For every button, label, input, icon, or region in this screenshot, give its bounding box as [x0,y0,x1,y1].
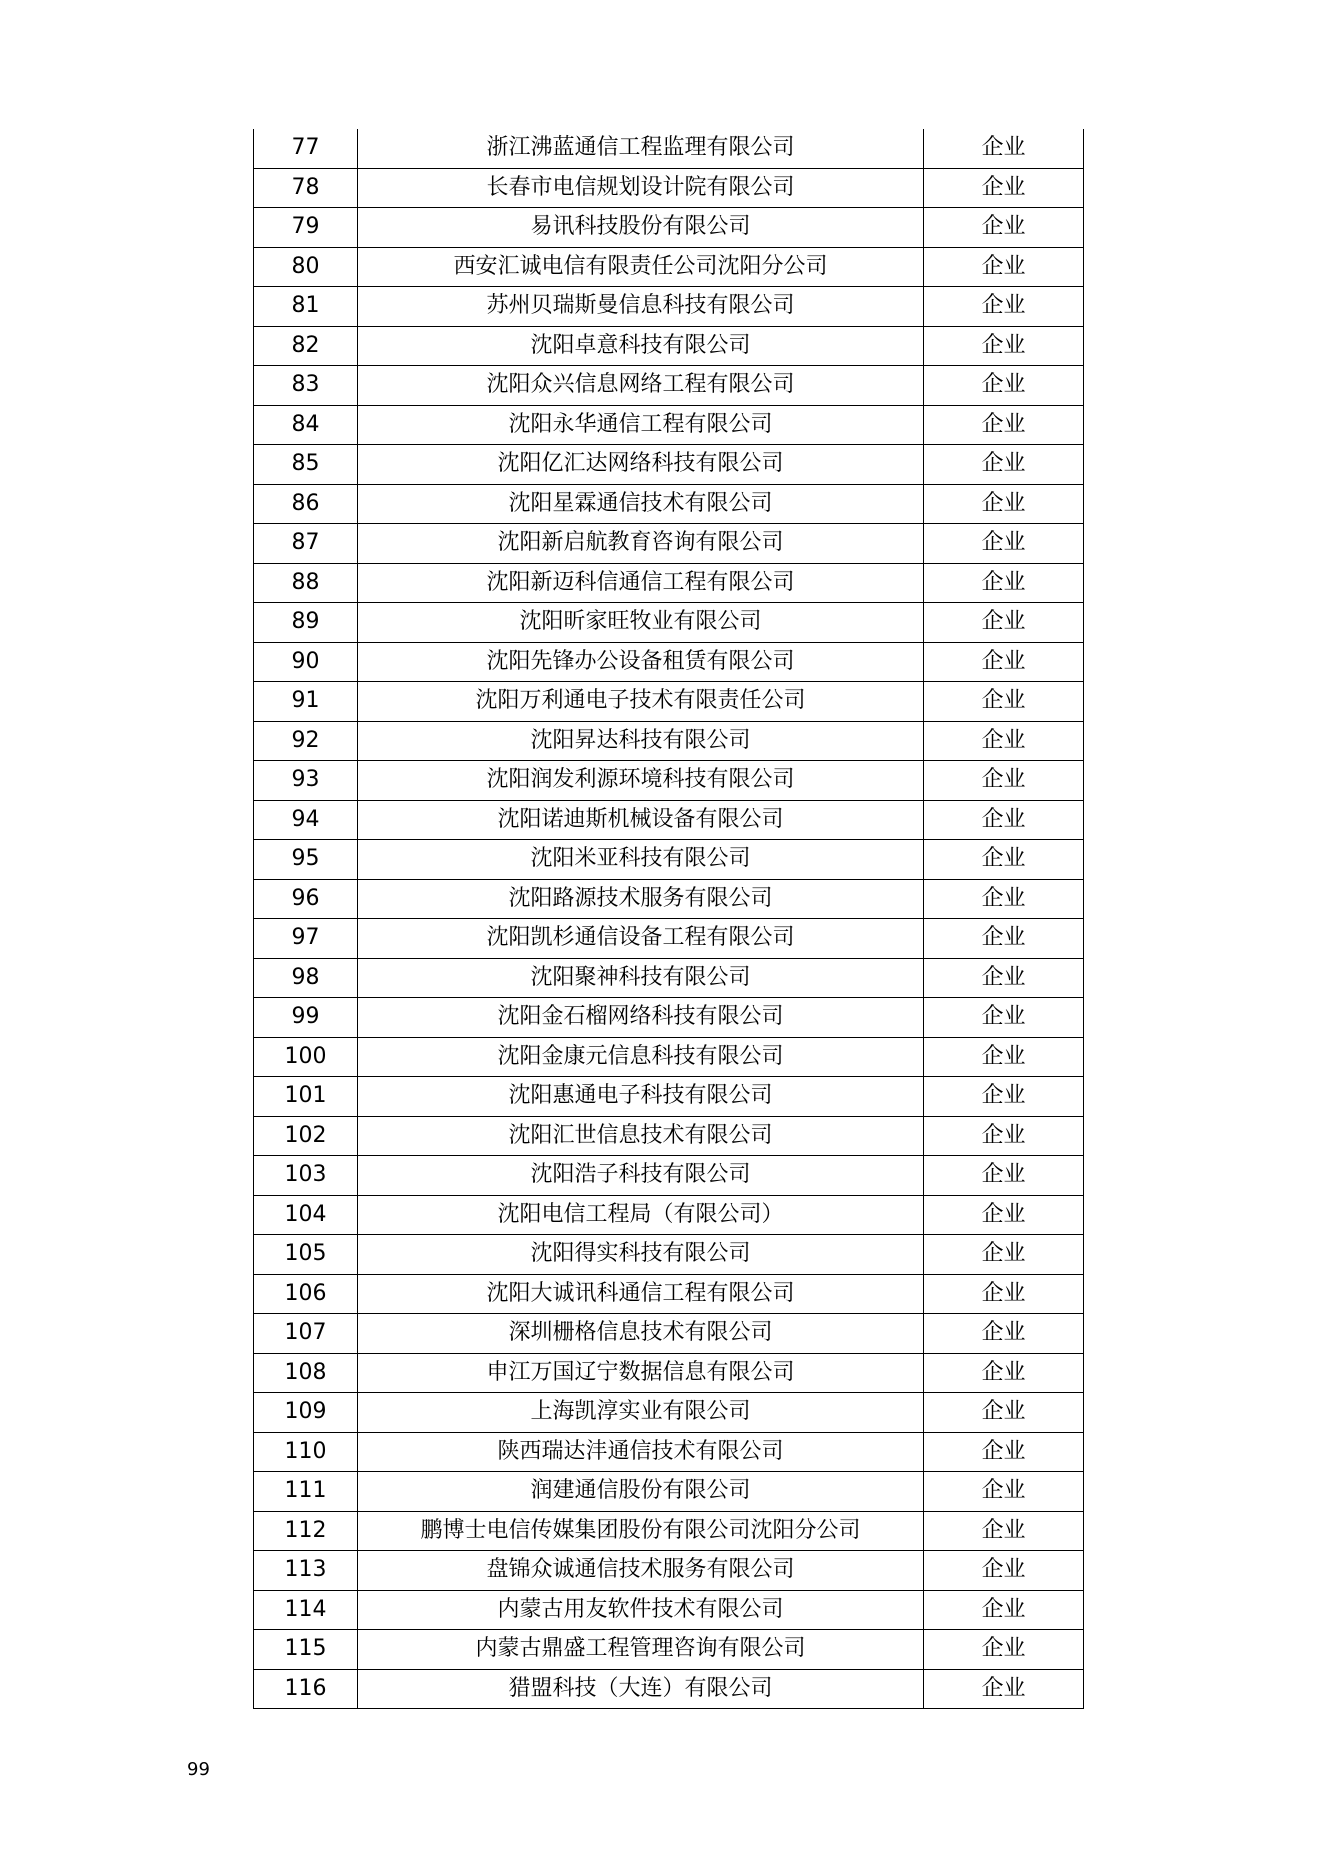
organization-type-cell: 企业 [924,208,1084,248]
table-row [254,405,1084,445]
organization-name-cell: 上海凯淳实业有限公司 [358,1393,924,1433]
row-number-cell: 110 [254,1432,358,1472]
organization-name-cell: 浙江沸蓝通信工程监理有限公司 [358,129,924,168]
organization-name-cell: 陕西瑞达沣通信技术有限公司 [358,1432,924,1472]
row-number-cell: 81 [254,287,358,327]
table-row [254,1116,1084,1156]
organization-name-cell: 深圳栅格信息技术有限公司 [358,1314,924,1354]
organization-type-cell: 企业 [924,1156,1084,1196]
table-row [254,642,1084,682]
table-row [254,366,1084,406]
organization-name-cell: 易讯科技股份有限公司 [358,208,924,248]
table-row [254,1630,1084,1670]
row-number-cell: 90 [254,642,358,682]
organization-type-cell: 企业 [924,1314,1084,1354]
row-number-cell: 109 [254,1393,358,1433]
organization-type-cell: 企业 [924,287,1084,327]
row-number-cell: 91 [254,682,358,722]
table-row [254,1353,1084,1393]
row-number-cell: 115 [254,1630,358,1670]
organization-type-cell: 企业 [924,326,1084,366]
row-number-cell: 80 [254,247,358,287]
table-row [254,1511,1084,1551]
organization-type-cell: 企业 [924,1472,1084,1512]
row-number-cell: 82 [254,326,358,366]
organization-type-cell: 企业 [924,1116,1084,1156]
organization-name-cell: 盘锦众诚通信技术服务有限公司 [358,1551,924,1591]
row-number-cell: 89 [254,603,358,643]
organization-type-cell: 企业 [924,129,1084,168]
table-row [254,445,1084,485]
table-row [254,879,1084,919]
organization-name-cell: 沈阳聚神科技有限公司 [358,958,924,998]
row-number-cell: 86 [254,484,358,524]
organization-type-cell: 企业 [924,445,1084,485]
table-row [254,168,1084,208]
organization-name-cell: 沈阳金康元信息科技有限公司 [358,1037,924,1077]
table-row [254,958,1084,998]
organization-type-cell: 企业 [924,1511,1084,1551]
row-number-cell: 114 [254,1590,358,1630]
row-number-cell: 99 [254,998,358,1038]
organization-name-cell: 沈阳凯杉通信设备工程有限公司 [358,919,924,959]
organization-type-cell: 企业 [924,1235,1084,1275]
organization-type-cell: 企业 [924,1393,1084,1433]
row-number-cell: 103 [254,1156,358,1196]
organization-name-cell: 沈阳金石榴网络科技有限公司 [358,998,924,1038]
table-row [254,208,1084,248]
organization-table-body [254,129,1084,1709]
table-row [254,1037,1084,1077]
table-row [254,524,1084,564]
row-number-cell: 100 [254,1037,358,1077]
table-row [254,840,1084,880]
organization-type-cell: 企业 [924,484,1084,524]
organization-type-cell: 企业 [924,366,1084,406]
row-number-cell: 88 [254,563,358,603]
table-row [254,1393,1084,1433]
table-row [254,484,1084,524]
table-row [254,1432,1084,1472]
organization-name-cell: 长春市电信规划设计院有限公司 [358,168,924,208]
organization-name-cell: 沈阳润发利源环境科技有限公司 [358,761,924,801]
table-row [254,1472,1084,1512]
table-row [254,603,1084,643]
organization-name-cell: 鹏博士电信传媒集团股份有限公司沈阳分公司 [358,1511,924,1551]
organization-type-cell: 企业 [924,524,1084,564]
organization-type-cell: 企业 [924,1432,1084,1472]
organization-type-cell: 企业 [924,1551,1084,1591]
organization-name-cell: 沈阳诺迪斯机械设备有限公司 [358,800,924,840]
row-number-cell: 95 [254,840,358,880]
organization-name-cell: 沈阳万利通电子技术有限责任公司 [358,682,924,722]
organization-name-cell: 苏州贝瑞斯曼信息科技有限公司 [358,287,924,327]
table-row [254,1274,1084,1314]
organization-type-cell: 企业 [924,168,1084,208]
table-row [254,800,1084,840]
organization-name-cell: 沈阳路源技术服务有限公司 [358,879,924,919]
organization-name-cell: 沈阳大诚讯科通信工程有限公司 [358,1274,924,1314]
organization-type-cell: 企业 [924,958,1084,998]
row-number-cell: 85 [254,445,358,485]
organization-name-cell: 沈阳惠通电子科技有限公司 [358,1077,924,1117]
row-number-cell: 105 [254,1235,358,1275]
organization-type-cell: 企业 [924,247,1084,287]
organization-name-cell: 猎盟科技（大连）有限公司 [358,1669,924,1709]
organization-type-cell: 企业 [924,840,1084,880]
row-number-cell: 87 [254,524,358,564]
organization-type-cell: 企业 [924,1274,1084,1314]
organization-type-cell: 企业 [924,405,1084,445]
organization-name-cell: 内蒙古鼎盛工程管理咨询有限公司 [358,1630,924,1670]
table-row [254,129,1084,168]
organization-type-cell: 企业 [924,1077,1084,1117]
row-number-cell: 98 [254,958,358,998]
organization-name-cell: 西安汇诚电信有限责任公司沈阳分公司 [358,247,924,287]
row-number-cell: 77 [254,129,358,168]
organization-name-cell: 沈阳米亚科技有限公司 [358,840,924,880]
row-number-cell: 84 [254,405,358,445]
table-row [254,1551,1084,1591]
organization-name-cell: 沈阳昇达科技有限公司 [358,721,924,761]
row-number-cell: 107 [254,1314,358,1354]
organization-name-cell: 沈阳新迈科信通信工程有限公司 [358,563,924,603]
organization-name-cell: 沈阳汇世信息技术有限公司 [358,1116,924,1156]
organization-name-cell: 沈阳卓意科技有限公司 [358,326,924,366]
table-row [254,326,1084,366]
organization-type-cell: 企业 [924,1195,1084,1235]
table-row [254,1235,1084,1275]
row-number-cell: 83 [254,366,358,406]
organization-type-cell: 企业 [924,1353,1084,1393]
row-number-cell: 104 [254,1195,358,1235]
organization-type-cell: 企业 [924,998,1084,1038]
organization-name-cell: 沈阳星霖通信技术有限公司 [358,484,924,524]
row-number-cell: 102 [254,1116,358,1156]
organization-type-cell: 企业 [924,1630,1084,1670]
organization-name-cell: 内蒙古用友软件技术有限公司 [358,1590,924,1630]
row-number-cell: 78 [254,168,358,208]
table-row [254,998,1084,1038]
organization-name-cell: 沈阳众兴信息网络工程有限公司 [358,366,924,406]
row-number-cell: 96 [254,879,358,919]
table-row [254,1590,1084,1630]
row-number-cell: 112 [254,1511,358,1551]
row-number-cell: 101 [254,1077,358,1117]
row-number-cell: 111 [254,1472,358,1512]
row-number-cell: 97 [254,919,358,959]
row-number-cell: 106 [254,1274,358,1314]
table-row [254,1077,1084,1117]
row-number-cell: 94 [254,800,358,840]
page-number: 99 [187,1759,210,1780]
table-row [254,1314,1084,1354]
organization-name-cell: 沈阳亿汇达网络科技有限公司 [358,445,924,485]
organization-name-cell: 沈阳浩子科技有限公司 [358,1156,924,1196]
row-number-cell: 113 [254,1551,358,1591]
organization-name-cell: 沈阳昕家旺牧业有限公司 [358,603,924,643]
organization-table [253,129,1084,1709]
organization-type-cell: 企业 [924,603,1084,643]
organization-type-cell: 企业 [924,642,1084,682]
organization-type-cell: 企业 [924,1590,1084,1630]
table-row [254,1669,1084,1709]
table-row [254,682,1084,722]
organization-type-cell: 企业 [924,879,1084,919]
organization-name-cell: 沈阳电信工程局（有限公司） [358,1195,924,1235]
organization-type-cell: 企业 [924,1669,1084,1709]
organization-type-cell: 企业 [924,919,1084,959]
organization-type-cell: 企业 [924,721,1084,761]
table-row [254,1156,1084,1196]
table-row [254,247,1084,287]
organization-name-cell: 沈阳新启航教育咨询有限公司 [358,524,924,564]
organization-name-cell: 润建通信股份有限公司 [358,1472,924,1512]
organization-type-cell: 企业 [924,800,1084,840]
organization-name-cell: 申江万国辽宁数据信息有限公司 [358,1353,924,1393]
row-number-cell: 79 [254,208,358,248]
organization-type-cell: 企业 [924,682,1084,722]
table-row [254,919,1084,959]
table-row [254,761,1084,801]
organization-type-cell: 企业 [924,563,1084,603]
organization-type-cell: 企业 [924,1037,1084,1077]
row-number-cell: 116 [254,1669,358,1709]
row-number-cell: 108 [254,1353,358,1393]
table-row [254,721,1084,761]
organization-name-cell: 沈阳永华通信工程有限公司 [358,405,924,445]
table-row [254,287,1084,327]
row-number-cell: 92 [254,721,358,761]
row-number-cell: 93 [254,761,358,801]
organization-name-cell: 沈阳先锋办公设备租赁有限公司 [358,642,924,682]
table-row [254,1195,1084,1235]
organization-type-cell: 企业 [924,761,1084,801]
organization-name-cell: 沈阳得实科技有限公司 [358,1235,924,1275]
table-row [254,563,1084,603]
